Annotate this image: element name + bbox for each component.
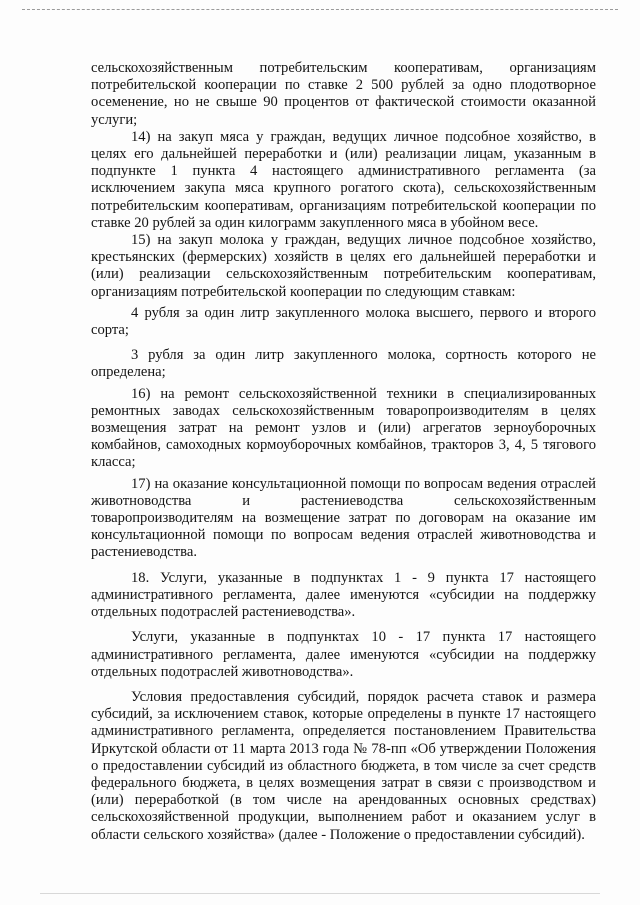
paragraph-item-16: 16) на ремонт сельскохозяйственной техники в специализированных ремонтных заводах сельскохозяйственным товаропроизводителям в целях возмещения затрат на ремонт узлов и (или) агрегатов зерноуборочных комбайнов, самоходных кормоуборочных комбайнов, тракторов 3, 4, 5 тягового класса; — [91, 385, 596, 471]
paragraph-rate-4-rubles: 4 рубля за один литр закупленного молока высшего, первого и второго сорта; — [91, 304, 596, 339]
scan-bottom-edge — [40, 893, 600, 894]
paragraph-item-15: 15) на закуп молока у граждан, ведущих личное подсобное хозяйство, крестьянских (фермерских) хозяйств в целях его дальнейшей переработки и (или) реализации сельскохозяйственным потребительским кооперативам, организациям потребительской кооперации по следующим ставкам: — [91, 232, 596, 300]
paragraph-subsidy-conditions: Условия предоставления субсидий, порядок расчета ставок и размера субсидий, за исключением ставок, которые определены в пункте 17 настоящего административного регламента, определяется постановлением Правительства Иркутской области от 11 марта 2013 года № 78-пп «Об утверждении Положения о предоставлении субсидий из областного бюджета, в том числе за счет средств федерального бюджета, в целях возмещения затрат в связи с производством и (или) переработкой (в том числе на арендованных основных средствах) сельскохозяйственной продукции, выполнением работ и оказанием услуг в области сельского хозяйства» (далее - Положение о предоставлении субсидий). — [91, 688, 596, 843]
top-divider — [22, 9, 618, 10]
paragraph-item-14: 14) на закуп мяса у граждан, ведущих личное подсобное хозяйство, в целях его дальнейшей переработки и (или) реализации лицам, указанным в подпункте 1 пункта 4 настоящего административного регламента (за исключением закупа мяса крупного рогатого скота), сельскохозяйственным потребительским кооперативам, организациям потребительской кооперации по ставке 20 рублей за один килограмм закупленного мяса в убойном весе. — [91, 128, 596, 231]
paragraph-services-livestock: Услуги, указанные в подпунктах 10 - 17 пункта 17 настоящего административного регламента, далее именуются «субсидии на поддержку отдельных подотраслей животноводства». — [91, 629, 596, 680]
paragraph-continuation: сельскохозяйственным потребительским кооперативам, организациям потребительской кооперации по ставке 2 500 рублей за одно плодотворное осеменение, но не свыше 90 процентов от фактической стоимости оказанной услуги; — [91, 60, 596, 128]
paragraph-point-18: 18. Услуги, указанные в подпунктах 1 - 9 пункта 17 настоящего административного регламента, далее именуются «субсидии на поддержку отдельных подотраслей растениеводства». — [91, 569, 596, 621]
document-body — [91, 60, 596, 844]
paragraph-item-17: 17) на оказание консультационной помощи по вопросам ведения отраслей животноводства и растениеводства сельскохозяйственным товаропроизводителям на возмещение затрат по договорам на оказание им консультационной помощи по вопросам ведения отраслей животноводства и растениеводства. — [91, 475, 596, 561]
paragraph-rate-3-rubles: 3 рубля за один литр закупленного молока, сортность которого не определена; — [91, 347, 596, 381]
